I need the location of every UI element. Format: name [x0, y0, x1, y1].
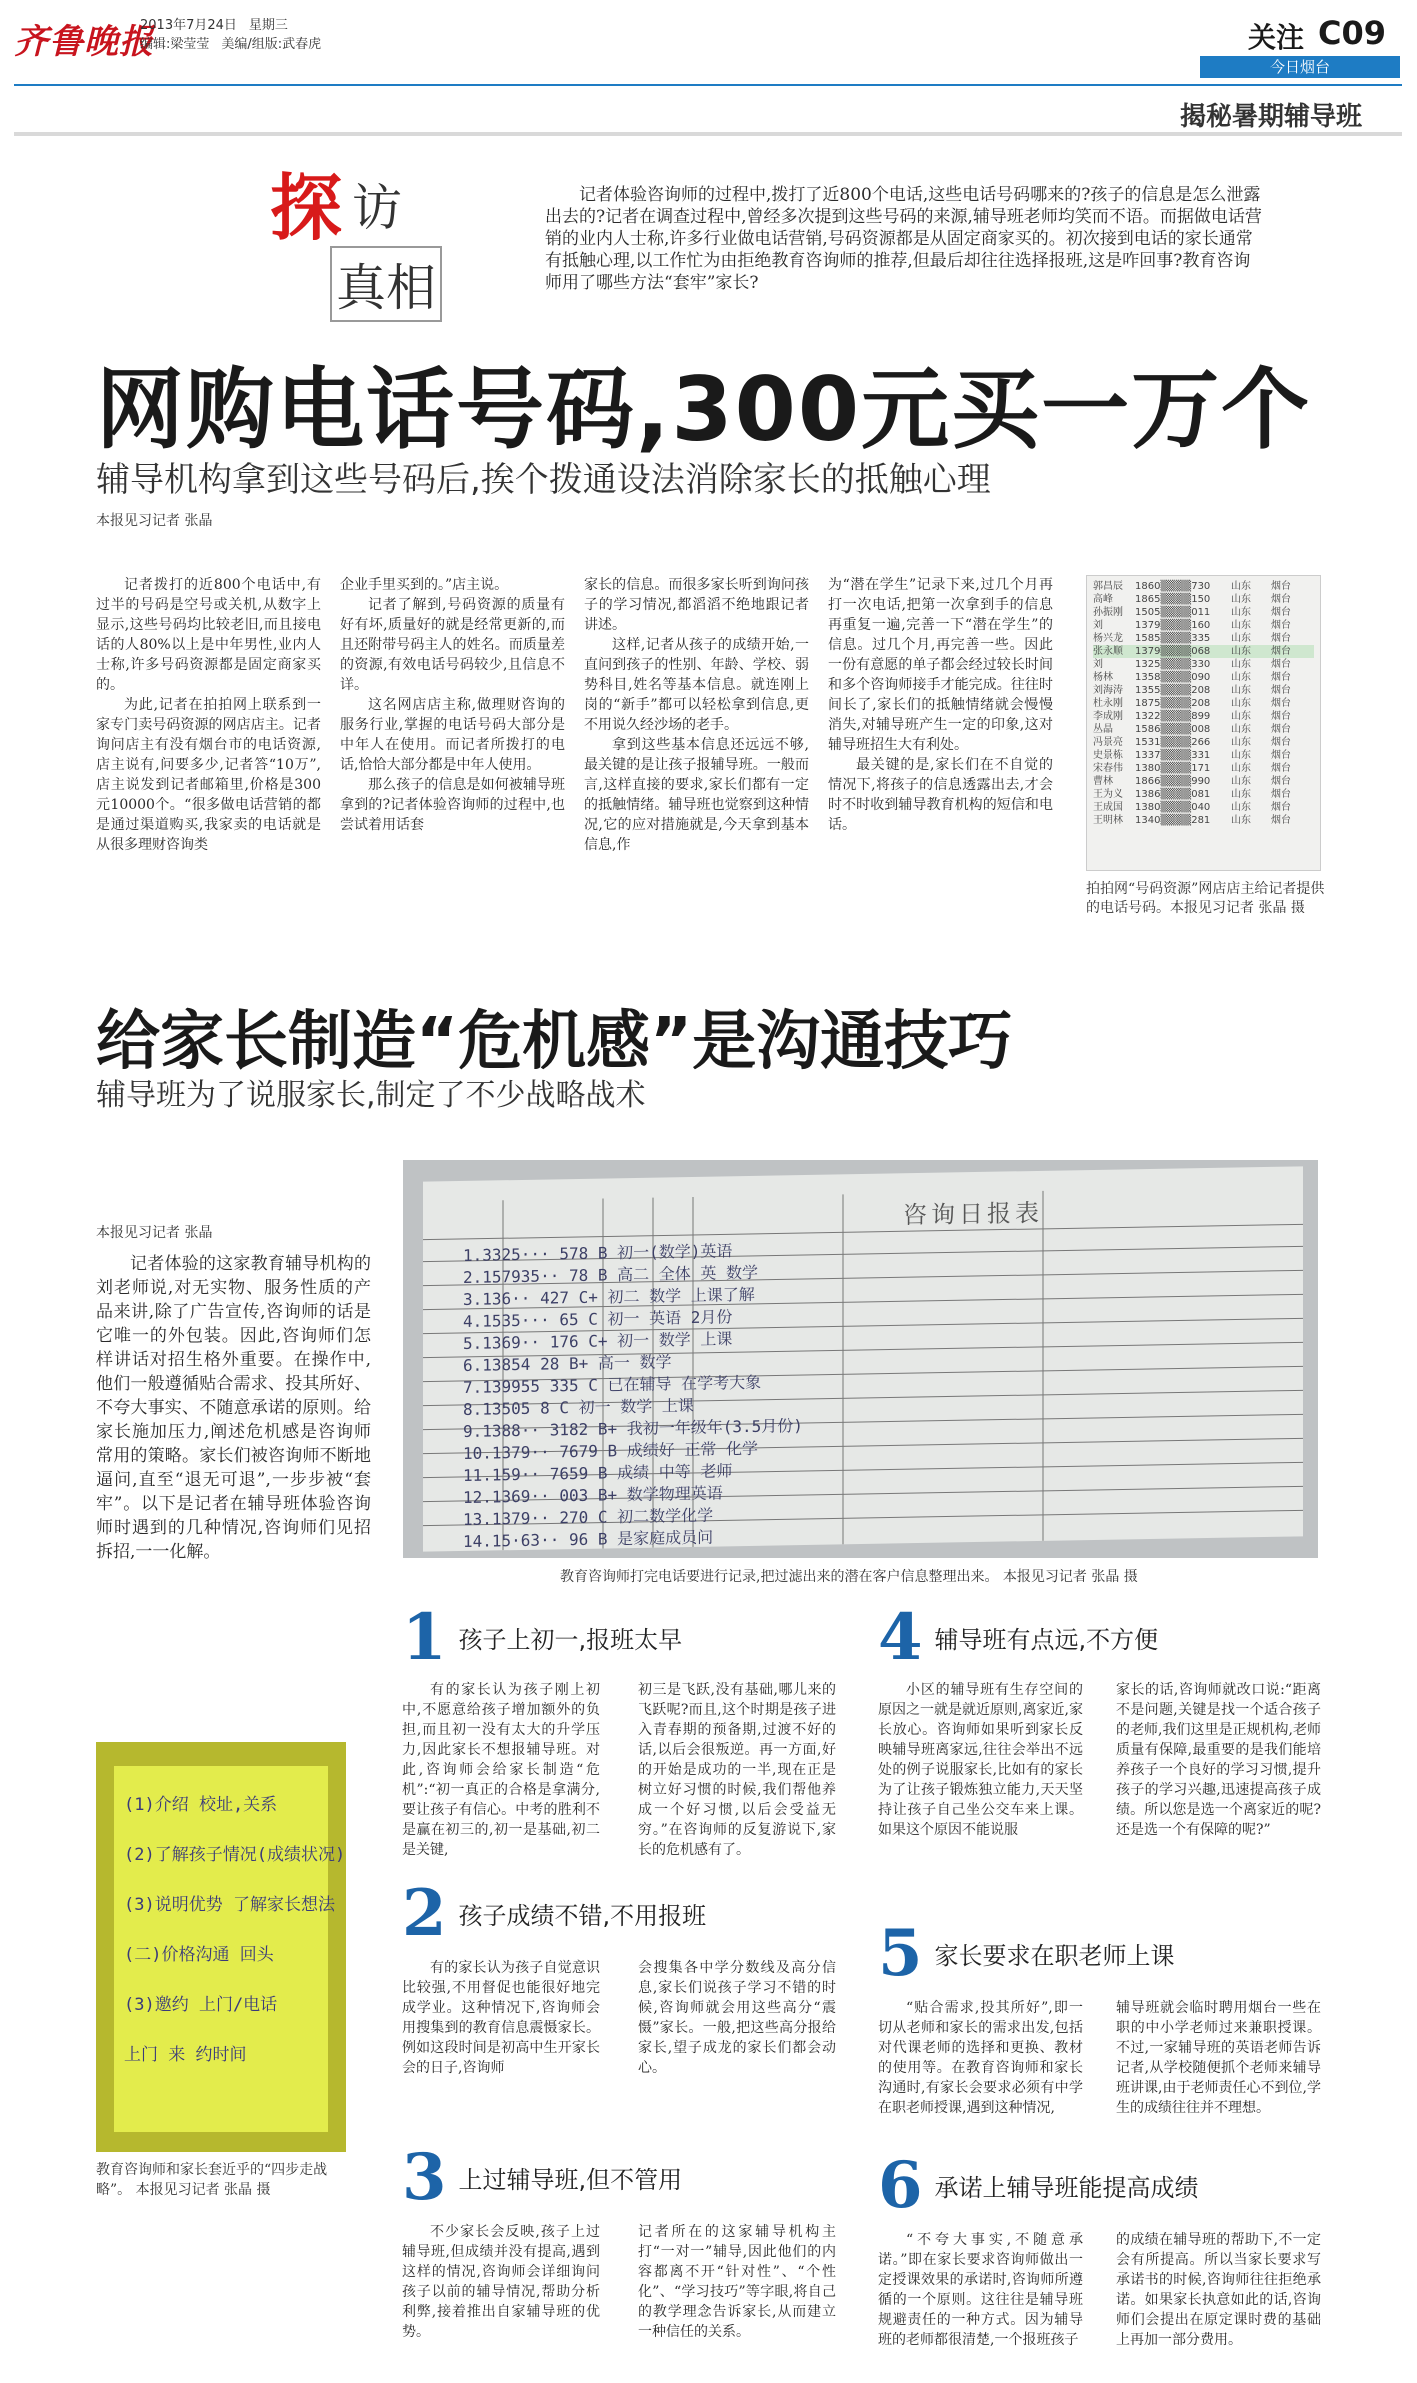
phone-row	[1093, 697, 1314, 710]
contact-name: 宋春伟	[1093, 763, 1123, 774]
section-4-col-b	[1116, 1680, 1321, 1920]
city: 烟台	[1271, 724, 1291, 735]
section-number: 1	[402, 1600, 447, 1675]
section-title: 辅导班有点远,不方便	[934, 1626, 1159, 1654]
section-4-col-a	[878, 1680, 1083, 1920]
section-4-heading	[878, 1600, 1158, 1675]
section-2-col-a	[402, 1958, 600, 2128]
contact-name: 王明林	[1093, 815, 1123, 826]
province: 山东	[1231, 789, 1251, 800]
form-row-text: 1.3325··· 578 B 初一(数学)英语	[463, 1241, 733, 1265]
city: 烟台	[1271, 763, 1291, 774]
province: 山东	[1231, 815, 1251, 826]
phone-number: 1355▒▒▒▒208	[1135, 685, 1211, 696]
phone-row	[1093, 814, 1314, 827]
section-number: 6	[878, 2148, 923, 2223]
phone-number: 1860▒▒▒▒730	[1135, 581, 1211, 592]
form-row-text: 2.157935·· 78 B 高二 全体 英 数学	[463, 1262, 759, 1287]
paragraph: 记者所在的这家辅导机构主打“一对一”辅导,因此他们的内容都离不开“针对性”、“个性化”、“学习技巧”等字眼,将自己的教学理念告诉家长,从而建立一种信任的关系。	[638, 2224, 836, 2340]
phone-number: 1380▒▒▒▒040	[1135, 802, 1211, 813]
contact-name: 王成国	[1093, 802, 1123, 813]
section-number: 5	[878, 1916, 923, 1991]
province: 山东	[1231, 724, 1251, 735]
editor-credit: 编辑:梁莹莹	[140, 37, 210, 52]
paragraph: 企业手里买到的。”店主说。	[340, 577, 509, 593]
paragraph: 不少家长会反映,孩子上过辅导班,但成绩并没有提高,遇到这样的情况,咨询师会详细询问孩子以前的辅导情况,帮助分析利弊,接着推出自家辅导班的优势。	[402, 2224, 600, 2340]
paragraph: 为此,记者在拍拍网上联系到一家专门卖号码资源的网店店主。记者询问店主有没有烟台市的电话资源,店主说有,问要多少,记者答“10万”,店主说发到记者邮箱里,价格是300元10000个。“很多做电话营销的都是通过渠道购买,我家卖的电话就是从很多理财咨询类	[96, 697, 321, 853]
form-row-text: 10.1379·· 7679 B 成绩好 正常 化学	[463, 1438, 759, 1463]
series-title: 揭秘暑期辅导班	[1180, 102, 1363, 132]
newspaper-masthead: 齐鲁晚报	[14, 22, 154, 62]
contact-name: 刘海涛	[1093, 685, 1123, 696]
form-row-text: 7.139955 335 C 已在辅导 在学考大象	[463, 1372, 762, 1397]
contact-name: 刘	[1093, 620, 1103, 631]
sticky-note	[114, 1766, 346, 2132]
paragraph: 这名网店店主称,做理财咨询的服务行业,掌握的电话号码大部分是中年人在使用。而记者所拨打的电话,恰恰大部分都是中年人使用。	[340, 697, 565, 773]
form-row-text: 4.1535··· 65 C 初一 英语 2月份	[463, 1307, 733, 1331]
phone-row	[1093, 723, 1314, 736]
phone-number: 1379▒▒▒▒068	[1135, 646, 1211, 657]
logo-char-tan: 探	[270, 165, 343, 250]
article2-subhead: 辅导班为了说服家长,制定了不少战略战术	[96, 1078, 646, 1113]
section-1-heading	[402, 1600, 682, 1675]
form-row-text: 13.1379·· 270 C 初二数学化学	[463, 1505, 714, 1529]
paragraph: 会搜集各中学分数线及高分信息,家长们说孩子学习不错的时候,咨询师就会用这些高分“震慑”家长。一般,把这些高分报给家长,望子成龙的家长们都会动心。	[638, 1960, 836, 2076]
province: 山东	[1231, 607, 1251, 618]
phone-number: 1337▒▒▒▒331	[1135, 750, 1211, 761]
phone-row	[1093, 671, 1314, 684]
phone-number: 1531▒▒▒▒266	[1135, 737, 1211, 748]
contact-name: 郭昌辰	[1093, 581, 1123, 592]
phone-row	[1093, 684, 1314, 697]
section-3-col-a	[402, 2222, 600, 2367]
issue-weekday: 星期三	[248, 18, 288, 33]
city: 烟台	[1271, 776, 1291, 787]
province: 山东	[1231, 776, 1251, 787]
form-row-text: 12.1369·· 003 B+ 数学物理英语	[463, 1483, 723, 1507]
paragraph: 小区的辅导班有生存空间的原因之一就是就近原则,离家近,家长放心。咨询师如果听到家长反映辅导班离家远,往往会举出不远处的例子说服家长,比如有的家长为了让孩子锻炼独立能力,天天坚持让孩子自己坐公交车来上课。如果这个原因不能说服	[878, 1682, 1083, 1838]
note-line: (二)价格沟通 回头	[124, 1945, 274, 1965]
section-title: 孩子成绩不错,不用报班	[458, 1902, 707, 1930]
paragraph: 这样,记者从孩子的成绩开始,一直问到孩子的性别、年龄、学校、弱势科目,姓名等基本信息。就连刚上岗的“新手”都可以轻松拿到信息,更不用说久经沙场的老手。	[584, 637, 809, 733]
city: 烟台	[1271, 620, 1291, 631]
paragraph: “不夸大事实,不随意承诺。”即在家长要求咨询师做出一定授课效果的承诺时,咨询师所遵循的一个原则。这往往是辅导班规避责任的一种方式。因为辅导班的老师都很清楚,一个报班孩子	[878, 2232, 1083, 2348]
province: 山东	[1231, 711, 1251, 722]
city: 烟台	[1271, 672, 1291, 683]
section-5-heading	[878, 1916, 1175, 1991]
form-row-text: 6.13854 28 B+ 高一 数学	[463, 1352, 672, 1375]
form-row-text: 3.136·· 427 C+ 初二 数学 上课了解	[463, 1284, 755, 1309]
note-line: 上门 来 约时间	[124, 2045, 247, 2065]
page-number: C09	[1318, 14, 1387, 52]
note-line: (3)说明优势 了解家长想法	[124, 1895, 335, 1915]
province: 山东	[1231, 620, 1251, 631]
section-title: 孩子上初一,报班太早	[458, 1626, 683, 1654]
paragraph: 有的家长认为孩子自觉意识比较强,不用督促也能很好地完成学业。这种情况下,咨询师会用搜集到的教育信息震慑家长。例如这段时间是初高中生开家长会的日子,咨询师	[402, 1960, 600, 2076]
phone-photo-caption: 拍拍网“号码资源”网店店主给记者提供的电话号码。本报见习记者 张晶 摄	[1086, 881, 1325, 916]
city: 烟台	[1271, 815, 1291, 826]
phone-number: 1386▒▒▒▒081	[1135, 789, 1211, 800]
issue-date: 2013年7月24日	[140, 18, 237, 33]
province: 山东	[1231, 763, 1251, 774]
phone-row	[1093, 710, 1314, 723]
note-photo-caption: 教育咨询师和家长套近乎的“四步走战略”。 本报见习记者 张晶 摄	[96, 2162, 328, 2198]
article1-byline: 本报见习记者 张晶	[96, 513, 213, 529]
contact-name: 孙振刚	[1093, 607, 1123, 618]
province: 山东	[1231, 750, 1251, 761]
section-title: 家长要求在职老师上课	[934, 1942, 1175, 1970]
contact-name: 杨兴龙	[1093, 633, 1123, 644]
section-title: 上过辅导班,但不管用	[458, 2166, 683, 2194]
phone-number: 1585▒▒▒▒335	[1135, 633, 1211, 644]
province: 山东	[1231, 802, 1251, 813]
form-title: 咨询日报表	[903, 1198, 1043, 1230]
paragraph: 初三是飞跃,没有基础,哪儿来的飞跃呢?而且,这个时期是孩子进入青春期的预备期,过渡不好的话,以后会很叛逆。再一方面,好的开始是成功的一半,现在正是树立好习惯的时候,我们帮他养成一个好习惯,以后会受益无穷。”在咨询师的反复游说下,家长的危机感有了。	[638, 1682, 836, 1858]
contact-name: 张永顺	[1093, 646, 1123, 657]
phone-row	[1093, 645, 1314, 658]
phone-number: 1875▒▒▒▒208	[1135, 698, 1211, 709]
section-5-col-b	[1116, 1998, 1321, 2148]
contact-name: 史景栋	[1093, 750, 1123, 761]
province: 山东	[1231, 737, 1251, 748]
form-photo-caption: 教育咨询师打完电话要进行记录,把过滤出来的潜在客户信息整理出来。 本报见习记者 张晶 摄	[560, 1569, 1138, 1585]
city: 烟台	[1271, 789, 1291, 800]
paragraph: 拿到这些基本信息还远远不够,最关键的是让孩子报辅导班。一般而言,这样直接的要求,家长们都有一定的抵触情绪。辅导班也觉察到这种情况,它的应对措施就是,今天拿到基本信息,作	[584, 737, 809, 853]
contact-name: 王为义	[1093, 789, 1123, 800]
city: 烟台	[1271, 802, 1291, 813]
note-line: (1)介绍 校址,关系	[124, 1795, 278, 1815]
article1-column-2	[340, 575, 565, 905]
section-number: 4	[878, 1600, 923, 1675]
phone-row	[1093, 775, 1314, 788]
contact-name: 杜永刚	[1093, 698, 1123, 709]
city: 烟台	[1271, 581, 1291, 592]
header-divider	[14, 84, 1402, 86]
contact-name: 曹林	[1093, 776, 1113, 787]
paragraph: 记者体验的这家教育辅导机构的刘老师说,对无实物、服务性质的产品来讲,除了广告宣传,咨询师的话是它唯一的外包装。因此,咨询师们怎样讲话对招生格外重要。在操作中,他们一般遵循贴合需求、投其所好、不夸大事实、不随意承诺的原则。给家长施加压力,阐述危机感是咨询师常用的策略。家长们被咨询师不断地逼问,直至“退无可退”,一步步被“套牢”。以下是记者在辅导班体验咨询师时遇到的几种情况,咨询师们见招拆招,一一化解。	[96, 1254, 371, 1562]
sticky-note-photo	[96, 1742, 346, 2152]
article1-column-1	[96, 575, 321, 905]
phone-row	[1093, 762, 1314, 775]
phone-number: 1379▒▒▒▒160	[1135, 620, 1211, 631]
section-3-col-b	[638, 2222, 836, 2367]
phone-row	[1093, 632, 1314, 645]
phone-row	[1093, 580, 1314, 593]
top-rule	[14, 132, 1402, 136]
paragraph: 最关键的是,家长们在不自觉的情况下,将孩子的信息透露出去,才会时不时收到辅导教育机构的短信和电话。	[828, 757, 1053, 833]
paragraph: “贴合需求,投其所好”,即一切从老师和家长的需求出发,包括对代课老师的选择和更换、教材的使用等。在教育咨询师和家长沟通时,有家长会要求必须有中学在职老师授课,遇到这种情况,	[878, 2000, 1083, 2116]
paragraph: 记者了解到,号码资源的质量有好有坏,质量好的就是经常更新的,而且还附带号码主人的姓名。而质量差的资源,有效电话号码较少,且信息不详。	[340, 597, 565, 693]
logo-char-fang: 访	[352, 179, 402, 237]
note-line: (2)了解孩子情况(成绩状况)	[124, 1845, 346, 1865]
paragraph: 辅导班就会临时聘用烟台一些在职的中小学老师过来兼职授课。不过,一家辅导班的英语老师告诉记者,从学校随便抓个老师来辅导班讲课,由于老师责任心不到位,学生的成绩往往并不理想。	[1116, 2000, 1321, 2116]
province: 山东	[1231, 672, 1251, 683]
article2-lead	[96, 1252, 371, 1564]
section-number: 2	[402, 1876, 447, 1951]
section-5-col-a	[878, 1998, 1083, 2148]
article2-headline: 给家长制造“危机感”是沟通技巧	[96, 1005, 1013, 1079]
section-6-col-a	[878, 2230, 1083, 2370]
phone-row	[1093, 801, 1314, 814]
province: 山东	[1231, 594, 1251, 605]
art-credit: 美编/组版:武春虎	[221, 37, 322, 52]
consultation-form-photo	[403, 1160, 1318, 1558]
contact-name: 冯景亮	[1093, 737, 1123, 748]
phone-row	[1093, 658, 1314, 671]
contact-name: 李成刚	[1093, 711, 1123, 722]
section-2-heading	[402, 1876, 706, 1951]
form-row-text: 9.1388·· 3182 B+ 我初一年级年(3.5月份)	[463, 1416, 803, 1441]
paragraph: 记者拨打的近800个电话中,有过半的号码是空号或关机,从数字上显示,这些号码均比较老旧,而且接电话的人80%以上是中年男性,业内人士称,许多号码资源都是固定商家买的。	[96, 577, 321, 693]
phone-number: 1325▒▒▒▒330	[1135, 659, 1211, 670]
city-tag: 今日烟台	[1200, 56, 1400, 78]
article1-headline: 网购电话号码,300元买一万个	[96, 358, 1312, 461]
phone-row	[1093, 606, 1314, 619]
section-2-col-b	[638, 1958, 836, 2128]
paragraph: 家长的信息。而很多家长听到询问孩子的学习情况,都滔滔不绝地跟记者讲述。	[584, 577, 809, 633]
paragraph: 的成绩在辅导班的帮助下,不一定会有所提高。所以当家长要求写承诺书的时候,咨询师往往拒绝承诺。如果家长执意如此的话,咨询师们会提出在原定课时费的基础上再加一部分费用。	[1116, 2232, 1321, 2348]
city: 烟台	[1271, 607, 1291, 618]
form-row-text: 5.1369·· 176 C+ 初一 数学 上课	[463, 1329, 733, 1353]
phone-number: 1340▒▒▒▒281	[1135, 815, 1211, 826]
phone-row	[1093, 788, 1314, 801]
section-label: 关注	[1248, 21, 1305, 54]
section-number: 3	[402, 2140, 447, 2215]
phone-list-photo	[1086, 575, 1321, 871]
phone-number: 1586▒▒▒▒008	[1135, 724, 1211, 735]
city: 烟台	[1271, 698, 1291, 709]
phone-row	[1093, 749, 1314, 762]
section-3-heading	[402, 2140, 682, 2215]
contact-name: 刘	[1093, 659, 1103, 670]
phone-number: 1380▒▒▒▒171	[1135, 763, 1211, 774]
phone-row	[1093, 619, 1314, 632]
province: 山东	[1231, 659, 1251, 670]
city: 烟台	[1271, 633, 1291, 644]
note-line: (3)邀约 上门/电话	[124, 1995, 278, 2015]
paragraph: 有的家长认为孩子刚上初中,不愿意给孩子增加额外的负担,而且初一没有太大的升学压力,因此家长不想报辅导班。对此,咨询师会给家长制造“危机”:“初一真正的合格是拿满分,要让孩子有信心。中考的胜利不是赢在初三的,初一是基础,初二是关键,	[402, 1682, 600, 1858]
section-6-col-b	[1116, 2230, 1321, 2370]
article1-subhead: 辅导机构拿到这些号码后,挨个拨通设法消除家长的抵触心理	[96, 460, 991, 500]
city: 烟台	[1271, 646, 1291, 657]
city: 烟台	[1271, 711, 1291, 722]
contact-name: 丛晶	[1093, 724, 1113, 735]
province: 山东	[1231, 685, 1251, 696]
column-logo	[270, 150, 470, 320]
city: 烟台	[1271, 737, 1291, 748]
logo-zhenxiang: 真相	[330, 246, 442, 322]
form-paper	[423, 1166, 1303, 1551]
form-row-text: 14.15·63·· 96 B 是家庭成员问	[463, 1527, 714, 1551]
phone-number: 1866▒▒▒▒990	[1135, 776, 1211, 787]
phone-number: 1505▒▒▒▒011	[1135, 607, 1211, 618]
article1-column-3	[584, 575, 809, 905]
paragraph: 家长的话,咨询师就改口说:“距离不是问题,关键是找一个适合孩子的老师,我们这里是正规机构,老师质量有保障,最重要的是我们能培养孩子一个良好的学习习惯,提升孩子的学习兴趣,迅速提高孩子成绩。所以您是选一个离家近的呢?还是选一个有保障的呢?”	[1116, 1682, 1321, 1838]
article2-byline: 本报见习记者 张晶	[96, 1225, 213, 1241]
intro-paragraph: 记者体验咨询师的过程中,拨打了近800个电话,这些电话号码哪来的?孩子的信息是怎么泄露出去的?记者在调查过程中,曾经多次提到这些号码的来源,辅导班老师均笑而不语。而据做电话营销的业内人士称,许多行业做电话营销,号码资源都是从固定商家买的。初次接到电话的家长通常有抵触心理,以工作忙为由拒绝教育咨询师的推荐,但最后却往往选择报班,这是咋回事?教育咨询师用了哪些方法“套牢”家长?	[545, 185, 1262, 293]
phone-row	[1093, 736, 1314, 749]
phone-number: 1865▒▒▒▒150	[1135, 594, 1211, 605]
form-row-text: 11.159·· 7659 B 成绩 中等 老师	[463, 1461, 733, 1485]
city: 烟台	[1271, 659, 1291, 670]
article1-column-4	[828, 575, 1053, 905]
contact-name: 高峰	[1093, 594, 1113, 605]
paragraph: 为“潜在学生”记录下来,过几个月再打一次电话,把第一次拿到手的信息再重复一遍,完善一下“潜在学生”的信息。过几个月,再完善一些。因此一份有意愿的单子都会经过较长时间和多个咨询师接手才能完成。往往时间长了,家长们的抵触情绪就会慢慢消失,对辅导班产生一定的印象,这对辅导班招生大有利处。	[828, 577, 1053, 753]
section-6-heading	[878, 2148, 1199, 2223]
phone-number: 1358▒▒▒▒090	[1135, 672, 1211, 683]
city: 烟台	[1271, 685, 1291, 696]
section-title: 承诺上辅导班能提高成绩	[934, 2174, 1199, 2202]
province: 山东	[1231, 581, 1251, 592]
contact-name: 杨林	[1093, 672, 1113, 683]
phone-number: 1322▒▒▒▒899	[1135, 711, 1211, 722]
city: 烟台	[1271, 594, 1291, 605]
paragraph: 那么孩子的信息是如何被辅导班拿到的?记者体验咨询师的过程中,也尝试着用话套	[340, 777, 565, 833]
province: 山东	[1231, 646, 1251, 657]
issue-meta	[140, 16, 333, 54]
phone-row	[1093, 593, 1314, 606]
province: 山东	[1231, 633, 1251, 644]
province: 山东	[1231, 698, 1251, 709]
form-row-text: 8.13505 8 C 初一 数学 上课	[463, 1395, 694, 1419]
city: 烟台	[1271, 750, 1291, 761]
